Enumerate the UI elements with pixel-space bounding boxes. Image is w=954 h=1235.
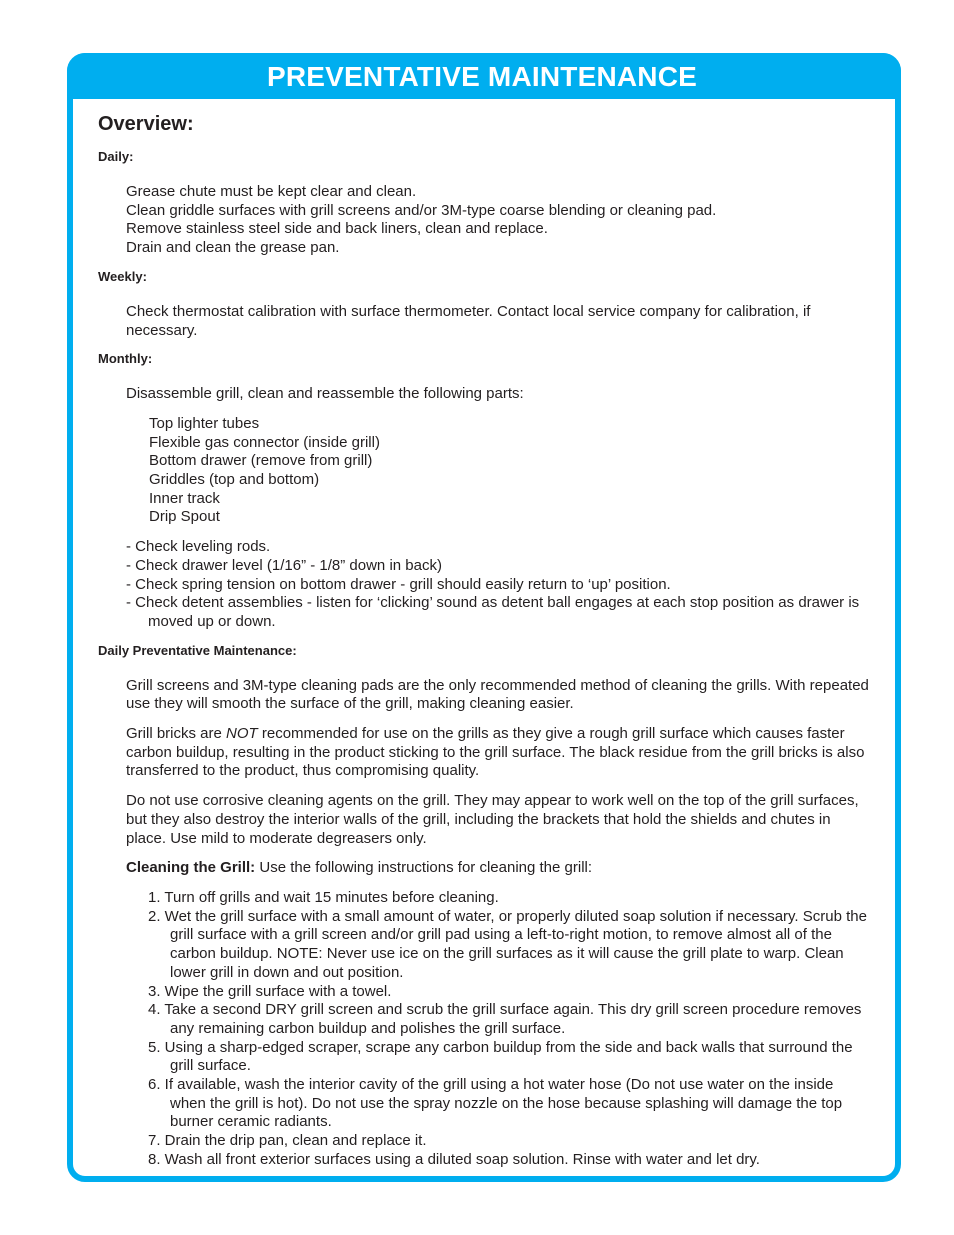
cleaning-intro [98,859,873,878]
step-item: 4. Take a second DRY grill screen and scrub the grill surface again. This dry grill screen procedure removes any remaining carbon buildup and polishes the grill surface. [148,1001,862,1037]
part-item: Drip Spout [149,508,220,526]
step-item: 2. Wet the grill surface with a small amount of water, or properly diluted soap solution if necessary. Scrub the grill surface with a grill screen and/or grill pad using a left-to-right motion, to remove almost all of the carbon buildup. NOTE: Never use ice on the grill surfaces as it will cause the grill plate to warp. Clean lower grill in down and out position. [148,907,867,981]
part-item: Flexible gas connector (inside grill) [149,433,380,451]
monthly-parts-list [98,415,873,527]
dpm-heading: Daily Preventative Maintenance: [98,642,297,658]
step-item: 8. Wash all front exterior surfaces using a diluted soap solution. Rinse with water and let dry. [148,1150,760,1168]
monthly-intro: Disassemble grill, clean and reassemble the following parts: [126,385,524,403]
dpm-para-2 [98,725,873,781]
step-item: 3. Wipe the grill surface with a towel. [148,982,392,1000]
check-item: - Check drawer level (1/16” - 1/8” down in back) [126,556,442,574]
cleaning-intro-text: Use the following instructions for cleaning the grill: [255,859,593,877]
step-item: 5. Using a sharp-edged scraper, scrape any carbon buildup from the side and back walls that surround the grill surface. [148,1038,853,1075]
content [98,112,873,1181]
part-item: Top lighter tubes [149,414,260,432]
dpm-para-2-emphasis: NOT [226,725,258,743]
cleaning-label: Cleaning the Grill: [126,859,256,877]
part-item: Bottom drawer (remove from grill) [149,452,373,470]
cleaning-steps-list [98,889,873,1170]
page-title: PREVENTATIVE MAINTENANCE [267,61,698,92]
check-item: - Check detent assemblies - listen for ‘clicking’ sound as detent ball engages at each stop position as drawer is moved up or down. [126,594,860,630]
daily-item: Drain and clean the grease pan. [126,239,340,257]
part-item: Inner track [149,489,220,507]
daily-item: Clean griddle surfaces with grill screens and/or 3M-type coarse blending or cleaning pad. [126,201,717,219]
daily-heading: Daily: [98,149,134,164]
monthly-heading: Monthly: [98,351,153,367]
dpm-para-2-start: Grill bricks are [126,725,227,743]
step-item: 1. Turn off grills and wait 15 minutes before cleaning. [148,888,499,906]
dpm-para-3: Do not use corrosive cleaning agents on the grill. They may appear to work well on the top of the grill surfaces, but they also destroy the interior walls of the grill, including the brackets that hold the shields and chutes in place. Use mild to moderate degreasers only. [126,792,859,847]
dpm-para-1: Grill screens and 3M-type cleaning pads are the only recommended method of cleaning the grills. With repeated use they will smooth the surface of the grill, making cleaning easier. [126,676,869,713]
weekly-text: Check thermostat calibration with surface thermometer. Contact local service company for calibration, if necessary. [126,302,811,339]
check-item: - Check spring tension on bottom drawer - grill should easily return to ‘up’ position. [126,575,671,593]
dpm-para-2-end: recommended for use on the grills as they give a rough grill surface which causes faster carbon buildup, resulting in the product sticking to the grill surface. The black residue from the grill bricks is also transferred to the product, thus compromising quality. [126,725,865,780]
part-item: Griddles (top and bottom) [149,471,320,489]
daily-item: Remove stainless steel side and back liners, clean and replace. [126,220,548,238]
step-item: 6. If available, wash the interior cavity of the grill using a hot water hose (Do not use water on the inside when the grill is hot). Do not use the spray nozzle on the hose because splashing will damage the top burner ceramic radiants. [148,1076,843,1131]
step-item: 7. Drain the drip pan, clean and replace it. [148,1132,427,1150]
monthly-checks-list [98,538,873,632]
weekly-heading: Weekly: [98,268,147,284]
daily-list [98,183,873,258]
overview-heading: Overview: [98,113,194,135]
daily-item: Grease chute must be kept clear and clean. [126,183,417,200]
check-item: - Check leveling rods. [126,538,271,556]
